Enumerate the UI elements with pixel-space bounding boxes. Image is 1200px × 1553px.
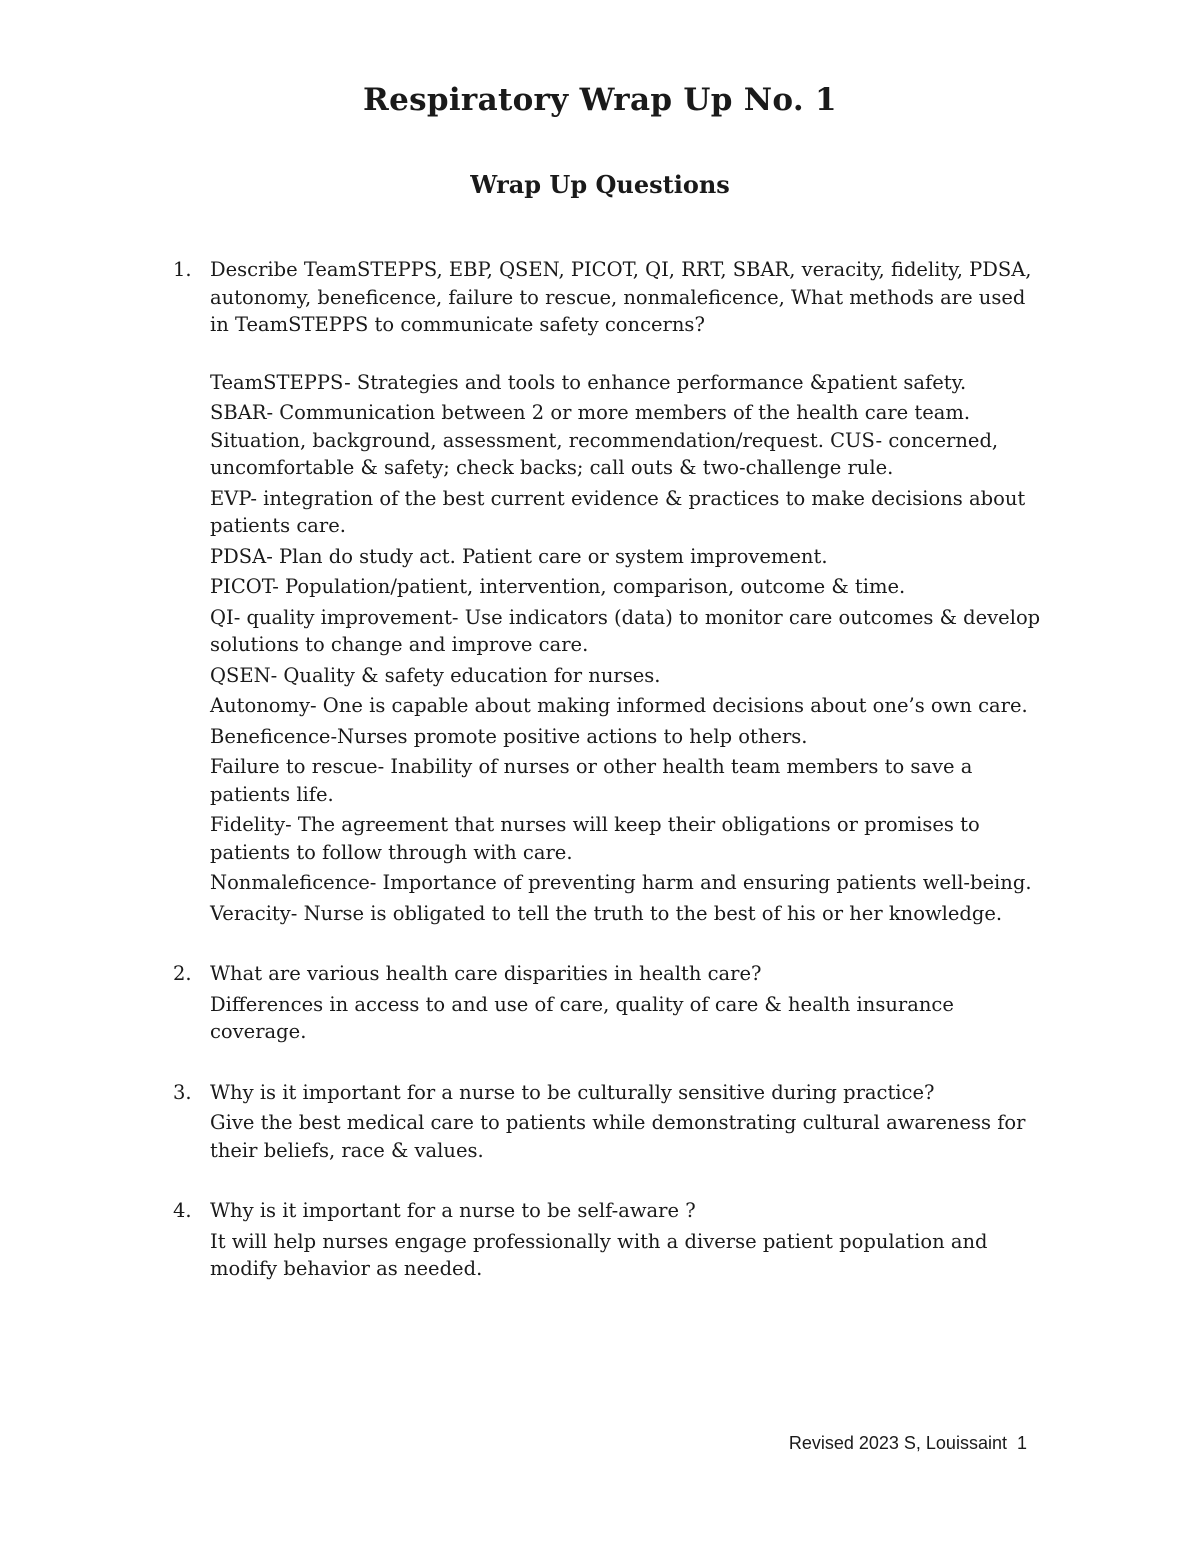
question-text: Why is it important for a nurse to be culturally sensitive during practice?	[210, 1080, 935, 1104]
answer-item: Beneficence-Nurses promote positive actions to help others.	[210, 724, 808, 748]
question-number: 3.	[173, 1080, 192, 1104]
page-subtitle: Wrap Up Questions	[470, 170, 730, 199]
question-number: 1.	[173, 258, 192, 281]
answer-item: Give the best medical care to patients while demonstrating cultural awareness for their beliefs, race & values.	[210, 1111, 1026, 1162]
question-list	[0, 256, 1200, 1283]
question-text: What are various health care disparities in health care?	[210, 962, 762, 985]
answer-item: TeamSTEPPS- Strategies and tools to enhance performance &patient safety.	[210, 370, 967, 394]
question-text: Describe TeamSTEPPS, EBP, QSEN, PICOT, QI, RRT, SBAR, veracity, fidelity, PDSA, autonomy, beneficence, failure to rescue, nonmaleficence, What methods are used in TeamSTEPPS to communicate safety concerns?	[210, 258, 1032, 336]
question-1	[0, 256, 1200, 339]
answer-item: QSEN- Quality & safety education for nurses.	[210, 663, 661, 687]
question-number: 2.	[173, 962, 192, 985]
page-number: 1	[1016, 1433, 1027, 1453]
page-title: Respiratory Wrap Up No. 1	[363, 82, 837, 118]
answer-item: EVP- integration of the best current evidence & practices to make decisions about patients care.	[210, 486, 1026, 537]
answer-item: Fidelity- The agreement that nurses will keep their obligations or promises to patients to follow through with care.	[210, 813, 980, 864]
answer-item: Failure to rescue- Inability of nurses or other health team members to save a patients life.	[210, 755, 973, 806]
answer-item: Differences in access to and use of care, quality of care & health insurance coverage.	[210, 992, 954, 1043]
answer-item: PDSA- Plan do study act. Patient care or system improvement.	[210, 544, 828, 568]
answer-item: SBAR- Communication between 2 or more members of the health care team. Situation, background, assessment, recommendation/request. CUS- concerned, uncomfortable & safety; check backs; call outs & two-challenge rule.	[210, 401, 999, 479]
question-2	[0, 960, 1200, 988]
question-3	[0, 1079, 1200, 1107]
answer-item: QI- quality improvement- Use indicators (data) to monitor care outcomes & develop solutions to change and improve care.	[210, 605, 1041, 656]
question-text: Why is it important for a nurse to be self-aware ?	[210, 1199, 696, 1222]
answer-item: It will help nurses engage professionally with a diverse patient population and modify behavior as needed.	[210, 1229, 988, 1280]
footer-text: Revised 2023 S, Louissaint	[788, 1433, 1007, 1453]
answer-item: Nonmaleficence- Importance of preventing harm and ensuring patients well-being.	[210, 871, 1032, 894]
question-number: 4.	[173, 1199, 192, 1222]
question-4	[0, 1197, 1200, 1225]
page-footer	[0, 1430, 1027, 1456]
answer-item: Autonomy- One is capable about making informed decisions about one’s own care.	[210, 694, 1028, 717]
answer-item: PICOT- Population/patient, intervention, comparison, outcome & time.	[210, 575, 906, 598]
answer-item: Veracity- Nurse is obligated to tell the truth to the best of his or her knowledge.	[210, 901, 1003, 925]
